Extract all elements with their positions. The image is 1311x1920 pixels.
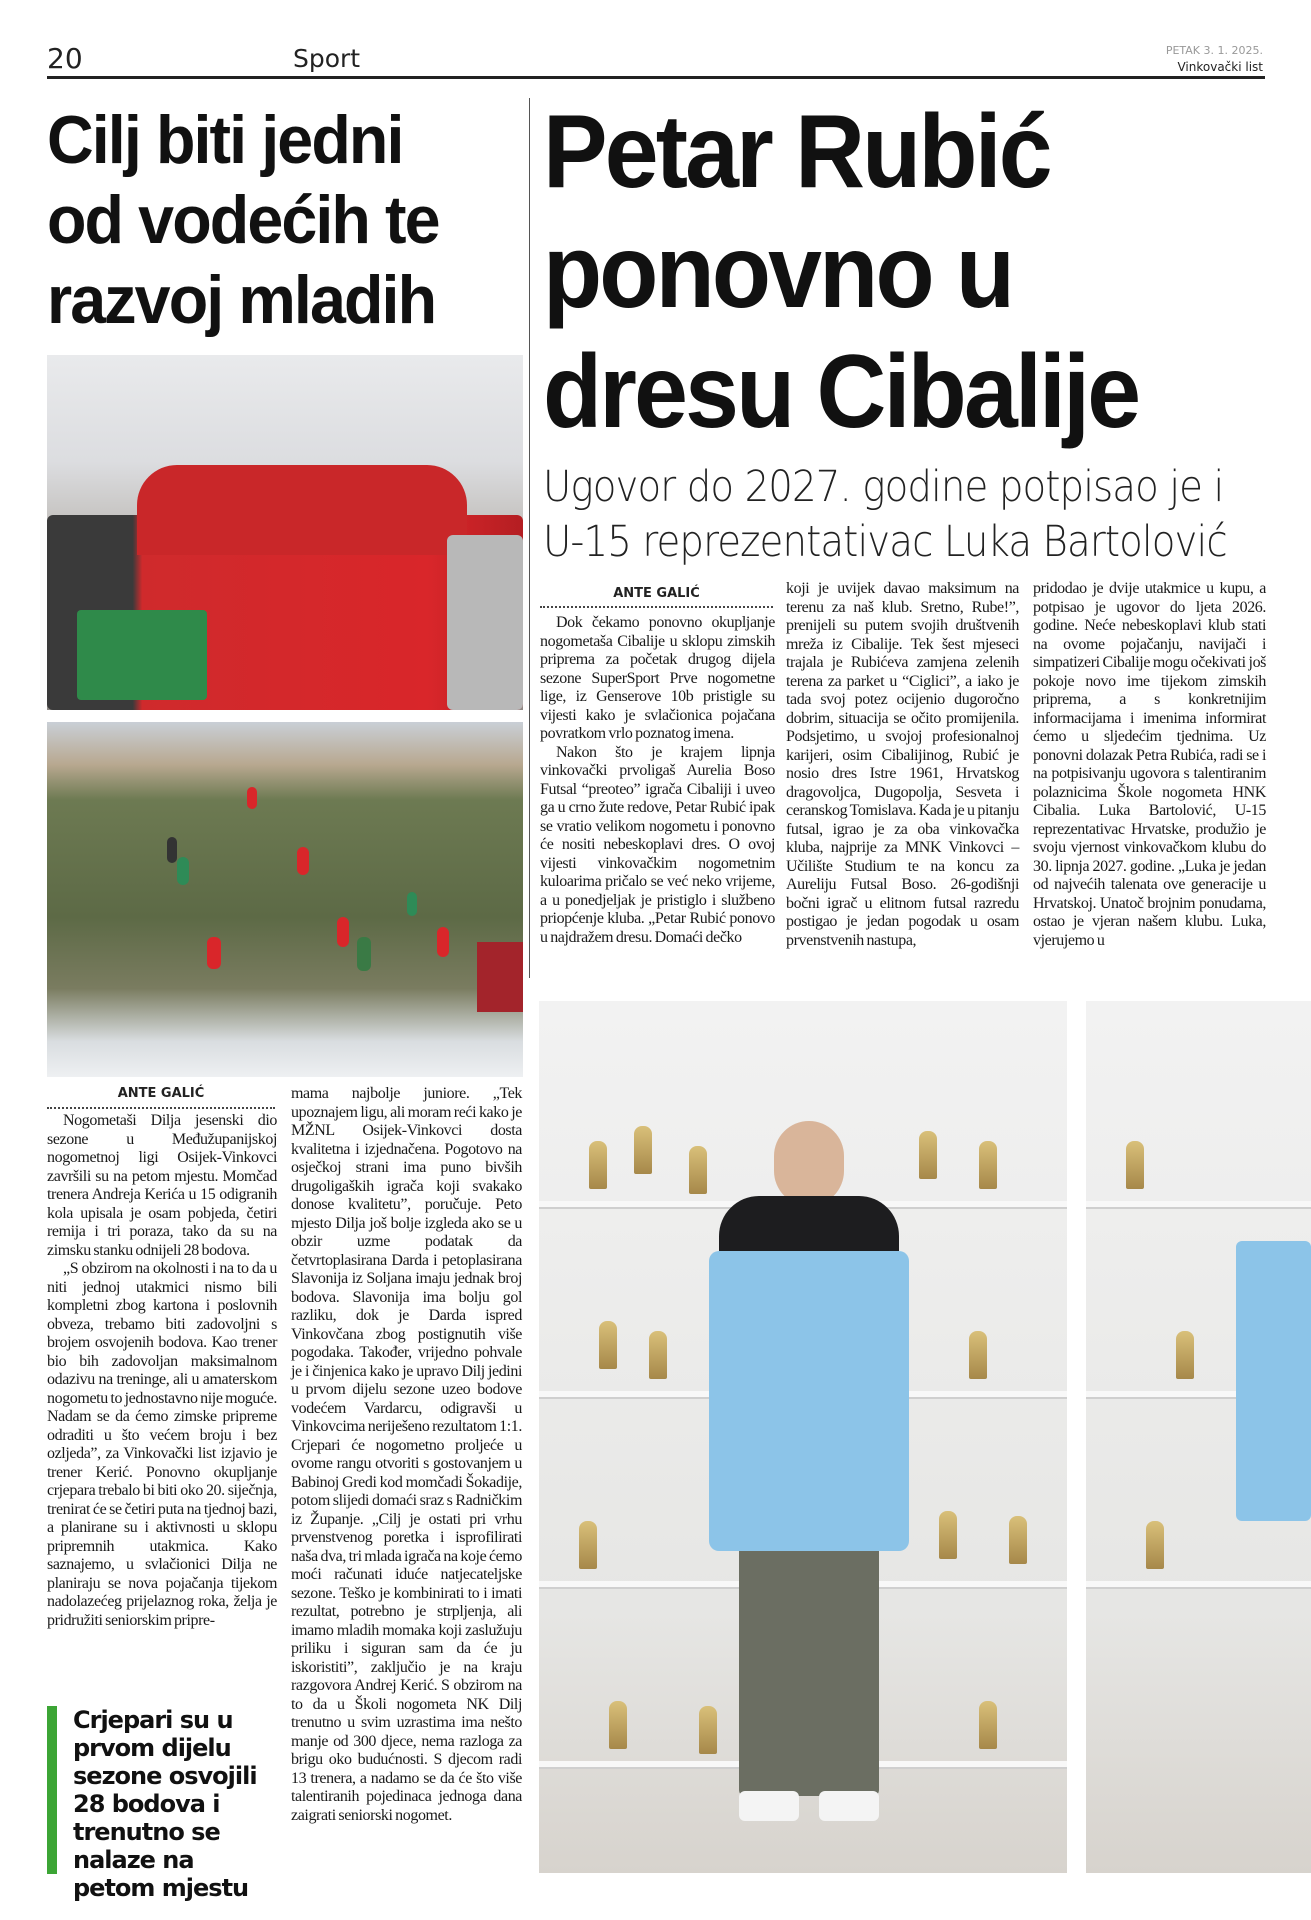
paragraph: Nakon što je krajem lipnja vinkovački prvoligaš Aurelia Boso Futsal “preoteo” igrača Cibaliji i uveo ga u crno žute redove, Petar Rubić ipak se vratio velikom nogometu i ponovno će nositi nebeskoplavi dres. O ovoj vijesti vinkovačkim nogometnim kuloarima pričalo se već neko vrijeme, a u ponedjeljak je pristiglo i službeno priopćenje kluba. „Petar Rubić ponovo u najdražem dresu. Domaći dečko [540,743,775,946]
right-article-column-1 [540,614,775,947]
left-headline [47,100,439,340]
headline-line: Petar Rubić [543,94,1050,210]
player-with-jersey-photo [539,1001,1067,1873]
issue-date: PETAK 3. 1. 2025. [1165,44,1263,57]
paragraph: koji je uvijek davao maksimum na terenu za naš klub. Sretno, Rube!”, prenijeli su putem svojih društvenih mreža iz Cibalije. Tek šest mjeseci trajala je Rubićeva zamjena zelenih terena za parket u “Ciglici”, a iako je tada svoj potez ocijenio dugoročno dobrim, situacija se očito promijenila. Podsjetimo, u svojoj profesionalnoj karijeri, osim Cibalijinog, Rubić je nosio dres Istre 1961, Hrvatskog dragovoljca, Dugopolja, Sesveta i ceranskog Tomislava. Kada je u pitanju futsal, igrao je za oba vinkovačka kluba, najprije za MNK Vinkovci – Učilište Studium te na koncu za Aureliju Futsal Boso. 26-godišnji bočni igrač u elitnom futsal razredu postigao je jedan pogodak u osam prvenstvenih nastupa, [786,580,1019,949]
match-action-photo [47,722,523,1077]
headline-line: od vodećih te [47,182,439,258]
byline: ANTE GALIĆ [613,586,700,601]
headline-line: Cilj biti jedni [47,102,403,178]
headline-line: razvoj mladih [47,262,436,338]
right-article-column-2 [786,580,1019,950]
pull-quote-text: Crjepari su u prvom dijelu sezone osvojili 28 bodova i trenutno se nalaze na petom mjestu [73,1706,257,1902]
headline-line: ponovno u [543,214,1013,330]
publication-name: Vinkovački list [1177,60,1263,74]
page-number: 20 [47,42,83,75]
left-article-column-1 [47,1112,277,1630]
team-celebration-photo [47,355,523,710]
paragraph: pridodao je dvije utakmice u kupu, a potpisao je ugovor do ljeta 2026. godine. Neće nebeskoplavi klub stati na ovome pojačanju, navijači i simpatizeri Cibalije mogu očekivati još pokoje novo ime tijekom zimskih priprema, a s konkretnijim informacijama i imenima informirat ćemo u sljedećim tjednima. Uz ponovni dolazak Petra Rubića, radi se i na potpisivanju ugovora s talentiranim polaznicima Škole nogometa HNK Cibalia. Luka Bartolović, U-15 reprezentativac Hrvatske, produžio je svoju vjernost vinkovačkom klubu do 30. lipnja 2027. godine. „Luka je jedan od najvećih talenata ove generacije u Hrvatskoj. Unatoč brojnim ponudama, ostao je vjeran našem klubu. Luka, vjerujemo u [1033,580,1266,949]
byline-divider [47,1107,275,1109]
header-rule [47,76,1265,79]
byline-divider [540,606,773,608]
paragraph: mama najbolje juniore. „Tek upoznajem ligu, ali moram reći kako je MŽNL Osijek-Vinkovci dosta kvalitetna i izjednačena. Pogotovo na osječkoj strani ima puno bivših drugoligaških igrača koji svakako donose kvalitetu”, poručuje. Peto mjesto Dilja još bolje izgleda ako se u obzir uzme podatak da četvrtoplasirana Darda i petoplasirana Slavonija iz Soljana imaju jednak broj bodova. Slavonija ima bolju gol razliku, dok je Darda ispred Vinkovčana zbog postignutih više pogodaka. Također, vrijedno pohvale je i činjenica kako je upravo Dilj jedini u prvom dijelu sezone uzeo bodove vodećem Vardarcu, odigravši u Vinkovcima neriješeno rezultatom 1:1. Crjepari će nogometno proljeće u ovome rangu otvoriti s gostovanjem u Babinoj Gredi kod momčadi Šokadije, potom slijedi domaći sraz s Radničkim iz Županje. „Cilj je ostati pri vrhu prvenstvenog poretka i isprofilirati naša dva, tri mlada igrača na koje ćemo moći računati iduće natjecateljske sezone. Teško je kombinirati to i imati rezultat, potrebno je strpljenja, ali imamo mladih momaka koji zaslužuju priliku i siguran sam da će ju iskoristiti”, zaključio je na kraju razgovora Andrej Kerić. S obzirom na to da u Školi nogometa NK Dilj trenutno u svim uzrastima ima nešto manje od 300 djece, nema razloga za brigu oko budućnosti. S djecom radi 13 trenera, a nadamo se da će što više talentiranih pojedinaca jednoga dana zaigrati seniorski nogomet. [291,1085,522,1824]
left-article-column-2 [291,1085,522,1825]
main-headline [543,92,1138,452]
second-jersey-photo [1086,1001,1311,1873]
column-divider [529,98,530,978]
byline: ANTE GALIĆ [117,1086,205,1101]
section-title: Sport [293,44,361,73]
headline-line: dresu Cibalije [543,334,1139,450]
pull-quote-bar [47,1706,57,1874]
right-article-column-3 [1033,580,1266,950]
pull-quote [47,1706,275,1902]
paragraph: Nogometaši Dilja jesenski dio sezone u Međužupanijskoj nogometnoj ligi Osijek-Vinkovci završili su na petom mjestu. Momčad trenera Andreja Kerića u 15 odigranih kola upisala je osam pobjeda, četiri remija i tri poraza, tako da su na zimsku stanku odnijeli 28 bodova. [47,1112,277,1259]
paragraph: „S obzirom na okolnosti i na to da u niti jednoj utakmici nismo bili kompletni zbog kartona i poslovnih obveza, trebamo biti zadovoljni s brojem osvojenih bodova. Kao trener bio bih zadovoljan maksimalnom odazivu na treninge, ali u amaterskom nogometu to jednostavno nije moguće. Nadam se da ćemo zimske pripreme odraditi u što većem broju i bez ozljeda”, za Vinkovački list izjavio je trener Kerić. Ponovno okupljanje crjepara trebalo bi biti oko 20. siječnja, trenirat će se četiri puta na tjednoj bazi, a planirane su i aktivnosti u sklopu pripremnih utakmica. Kako saznajemo, u svlačionici Dilja ne planiraju se nova pojačanja tijekom nadolazećeg prijelaznog roka, želja je pridružiti seniorskim pripre- [47,1260,277,1629]
subheadline: Ugovor do 2027. godine potpisao je i U-15 reprezentativac Luka Bartolović [543,462,1227,567]
paragraph: Dok čekamo ponovno okupljanje nogometaša Cibalije u sklopu zimskih priprema za početak drugog dijela sezone SuperSport Prve nogometne lige, iz Genserove 10b pristigle su vijesti kako je svlačionica pojačana povratkom vrlo poznatog imena. [540,614,775,742]
